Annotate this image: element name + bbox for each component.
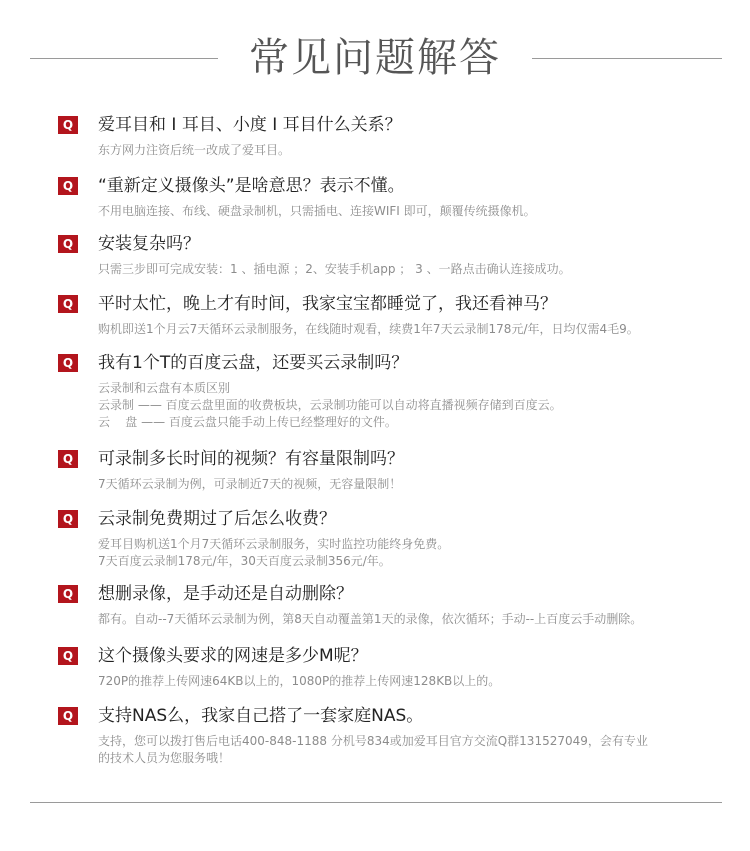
faq-question: 云录制免费期过了后怎么收费？ <box>98 509 336 529</box>
question-badge: Q <box>58 647 78 665</box>
question-badge: Q <box>58 177 78 195</box>
faq-question: 可录制多长时间的视频？有容量限制吗？ <box>98 449 404 469</box>
faq-answer <box>98 733 648 767</box>
faq-answer <box>98 321 639 338</box>
faq-question: 爱耳目和 I 耳目、小度 I 耳目什么关系？ <box>98 115 402 135</box>
faq-answer <box>98 261 571 278</box>
answer-line: 支持，您可以拨打售后电话400-848-1188 分机号834或加爱耳目官方交流Q群131527049，会有专业 <box>98 734 648 748</box>
faq-answer <box>98 611 642 628</box>
answer-line: 购机即送1个月云7天循环云录制服务，在线随时观看，续费1年7天云录制178元/年，日均仅需4毛9。 <box>98 322 639 336</box>
answer-line: 都有。自动--7天循环云录制为例，第8天自动覆盖第1天的录像，依次循环；手动--上百度云手动删除。 <box>98 612 643 626</box>
answer-line: 云录制和云盘有本质区别 <box>98 381 231 395</box>
faq-answer <box>98 673 500 690</box>
answer-line: 的技术人员为您服务哦！ <box>98 751 231 765</box>
page-title: 常见问题解答 <box>249 35 501 81</box>
faq-question: 安装复杂吗？ <box>98 234 200 254</box>
question-badge: Q <box>58 116 78 134</box>
faq-question: “重新定义摄像头”是啥意思？表示不懂。 <box>98 176 405 196</box>
header-divider-left <box>30 58 218 59</box>
faq-question: 平时太忙，晚上才有时间，我家宝宝都睡觉了，我还看神马？ <box>98 294 557 314</box>
faq-answer <box>98 380 562 431</box>
question-badge: Q <box>58 585 78 603</box>
faq-header <box>0 28 750 88</box>
answer-line: 不用电脑连接、布线、硬盘录制机，只需插电、连接WIFI 即可，颠覆传统摄像机。 <box>98 204 536 218</box>
answer-line: 只需三步即可完成安装：1 、插电源 ；2、安装手机app ； 3 、一路点击确认连接成功。 <box>98 262 571 276</box>
answer-line: 爱耳目购机送1个月7天循环云录制服务，实时监控功能终身免费。 <box>98 537 450 551</box>
faq-answer <box>98 142 290 159</box>
answer-line: 7天循环云录制为例，可录制近7天的视频，无容量限制！ <box>98 477 402 491</box>
answer-line: 720P的推荐上传网速64KB以上的，1080P的推荐上传网速128KB以上的。 <box>98 674 501 688</box>
faq-answer <box>98 476 401 493</box>
faq-question: 想删录像，是手动还是自动删除？ <box>98 584 353 604</box>
faq-answer <box>98 203 536 220</box>
answer-line: 云 盘 —— 百度云盘只能手动上传已经整理好的文件。 <box>98 415 397 429</box>
faq-question: 这个摄像头要求的网速是多少M呢？ <box>98 646 368 666</box>
question-badge: Q <box>58 707 78 725</box>
question-badge: Q <box>58 510 78 528</box>
header-divider-right <box>532 58 722 59</box>
question-badge: Q <box>58 354 78 372</box>
answer-line: 云录制 —— 百度云盘里面的收费板块，云录制功能可以自动将直播视频存储到百度云。 <box>98 398 562 412</box>
answer-line: 东方网力注资后统一改成了爱耳目。 <box>98 143 291 157</box>
answer-line: 7天百度云录制178元/年，30天百度云录制356元/年。 <box>98 554 391 568</box>
faq-question: 支持NAS么，我家自己搭了一套家庭NAS。 <box>98 706 424 726</box>
question-badge: Q <box>58 295 78 313</box>
question-badge: Q <box>58 235 78 253</box>
question-badge: Q <box>58 450 78 468</box>
footer-divider <box>30 802 722 803</box>
faq-answer <box>98 536 449 570</box>
faq-question: 我有1个T的百度云盘，还要买云录制吗？ <box>98 353 409 373</box>
